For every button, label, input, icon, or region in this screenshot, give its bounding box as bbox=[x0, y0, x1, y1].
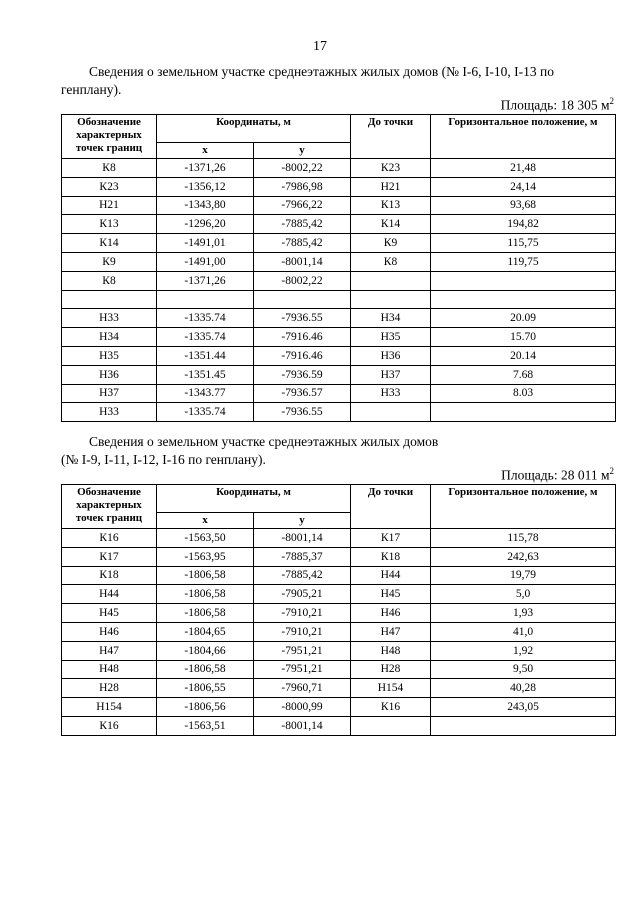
header-coords: Координаты, м bbox=[157, 485, 351, 513]
cell-x: -1804,66 bbox=[157, 641, 254, 660]
cell-to-point: К16 bbox=[351, 698, 431, 717]
cell-y: -8000,99 bbox=[254, 698, 351, 717]
cell-point: Н48 bbox=[62, 660, 157, 679]
cell-distance: 115,78 bbox=[431, 529, 616, 548]
cell-y: -8001,14 bbox=[254, 716, 351, 735]
cell-x: -1804,65 bbox=[157, 622, 254, 641]
cell-point: Н36 bbox=[62, 365, 157, 384]
cell-point bbox=[62, 290, 157, 309]
cell-point: Н154 bbox=[62, 698, 157, 717]
cell-y: -8002,22 bbox=[254, 271, 351, 290]
cell-x: -1806,56 bbox=[157, 698, 254, 717]
cell-y: -7885,42 bbox=[254, 566, 351, 585]
header-to-point: До точки bbox=[351, 115, 431, 159]
header-point: Обозначение характерных точек границ bbox=[62, 485, 157, 529]
table-row bbox=[62, 698, 616, 717]
cell-point: Н33 bbox=[62, 403, 157, 422]
cell-y: -8001,14 bbox=[254, 529, 351, 548]
cell-x: -1371,26 bbox=[157, 271, 254, 290]
cell-x bbox=[157, 290, 254, 309]
table-row bbox=[62, 641, 616, 660]
cell-point: К16 bbox=[62, 716, 157, 735]
cell-to-point: К18 bbox=[351, 547, 431, 566]
cell-x: -1806,55 bbox=[157, 679, 254, 698]
table-row bbox=[62, 234, 616, 253]
cell-to-point: К9 bbox=[351, 234, 431, 253]
cell-distance: 115,75 bbox=[431, 234, 616, 253]
cell-to-point: К14 bbox=[351, 215, 431, 234]
table-row bbox=[62, 159, 616, 178]
cell-to-point: Н33 bbox=[351, 384, 431, 403]
table-row bbox=[62, 585, 616, 604]
cell-y: -7936.55 bbox=[254, 403, 351, 422]
cell-distance: 5,0 bbox=[431, 585, 616, 604]
cell-y: -7936.59 bbox=[254, 365, 351, 384]
cell-distance: 7.68 bbox=[431, 365, 616, 384]
table-row bbox=[62, 271, 616, 290]
section-2-area-text: Площадь: 28 011 м bbox=[501, 467, 610, 483]
cell-distance: 24,14 bbox=[431, 177, 616, 196]
cell-point: Н46 bbox=[62, 622, 157, 641]
cell-y: -7885,42 bbox=[254, 215, 351, 234]
cell-y: -7916.46 bbox=[254, 346, 351, 365]
cell-x: -1296,20 bbox=[157, 215, 254, 234]
cell-x: -1491,00 bbox=[157, 252, 254, 271]
cell-point: Н33 bbox=[62, 309, 157, 328]
table-row bbox=[62, 215, 616, 234]
cell-distance bbox=[431, 271, 616, 290]
cell-to-point: Н21 bbox=[351, 177, 431, 196]
cell-x: -1371,26 bbox=[157, 159, 254, 178]
cell-to-point bbox=[351, 271, 431, 290]
cell-distance: 21,48 bbox=[431, 159, 616, 178]
cell-x: -1563,95 bbox=[157, 547, 254, 566]
cell-to-point: К23 bbox=[351, 159, 431, 178]
cell-to-point: К13 bbox=[351, 196, 431, 215]
cell-point: К18 bbox=[62, 566, 157, 585]
cell-point: Н47 bbox=[62, 641, 157, 660]
section-2-area-sup: 2 bbox=[609, 466, 614, 476]
cell-distance: 243,05 bbox=[431, 698, 616, 717]
cell-x: -1806,58 bbox=[157, 585, 254, 604]
cell-y: -7951,21 bbox=[254, 660, 351, 679]
cell-point: К23 bbox=[62, 177, 157, 196]
cell-distance: 9,50 bbox=[431, 660, 616, 679]
cell-to-point: Н36 bbox=[351, 346, 431, 365]
cell-point: К17 bbox=[62, 547, 157, 566]
cell-y bbox=[254, 290, 351, 309]
cell-point: Н28 bbox=[62, 679, 157, 698]
table-row bbox=[62, 328, 616, 347]
cell-to-point: Н47 bbox=[351, 622, 431, 641]
cell-y: -7885,42 bbox=[254, 234, 351, 253]
cell-distance: 242,63 bbox=[431, 547, 616, 566]
table-row bbox=[62, 365, 616, 384]
cell-to-point: Н154 bbox=[351, 679, 431, 698]
section-1-table bbox=[61, 114, 616, 422]
cell-point: Н37 bbox=[62, 384, 157, 403]
cell-x: -1343,80 bbox=[157, 196, 254, 215]
header-x: x bbox=[157, 513, 254, 529]
cell-y: -7885,37 bbox=[254, 547, 351, 566]
table-row bbox=[62, 679, 616, 698]
cell-to-point: Н37 bbox=[351, 365, 431, 384]
table-row bbox=[62, 660, 616, 679]
cell-x: -1335.74 bbox=[157, 403, 254, 422]
table-row bbox=[62, 716, 616, 735]
table-row bbox=[62, 566, 616, 585]
cell-point: Н35 bbox=[62, 346, 157, 365]
header-distance: Горизонтальное положение, м bbox=[431, 115, 616, 159]
section-1-heading-line1: Сведения о земельном участке среднеэтажных жилых домов (№ I-6, I-10, I-13 по bbox=[89, 64, 554, 79]
section-2-heading-line1: Сведения о земельном участке среднеэтажных жилых домов bbox=[89, 434, 439, 449]
cell-to-point: Н35 bbox=[351, 328, 431, 347]
cell-distance: 1,93 bbox=[431, 604, 616, 623]
cell-y: -8001,14 bbox=[254, 252, 351, 271]
cell-point: К8 bbox=[62, 159, 157, 178]
cell-to-point bbox=[351, 403, 431, 422]
cell-to-point bbox=[351, 716, 431, 735]
header-x: x bbox=[157, 143, 254, 159]
cell-x: -1491,01 bbox=[157, 234, 254, 253]
cell-to-point bbox=[351, 290, 431, 309]
table-row bbox=[62, 290, 616, 309]
cell-x: -1335.74 bbox=[157, 309, 254, 328]
section-1-heading-line2: генплану). bbox=[61, 82, 122, 97]
cell-x: -1563,51 bbox=[157, 716, 254, 735]
cell-y: -8002,22 bbox=[254, 159, 351, 178]
cell-x: -1356,12 bbox=[157, 177, 254, 196]
cell-x: -1806,58 bbox=[157, 566, 254, 585]
cell-distance bbox=[431, 403, 616, 422]
section-2-table-body bbox=[62, 529, 616, 736]
table-row bbox=[62, 403, 616, 422]
cell-y: -7910,21 bbox=[254, 622, 351, 641]
cell-to-point: Н45 bbox=[351, 585, 431, 604]
cell-point: К8 bbox=[62, 271, 157, 290]
table-row bbox=[62, 622, 616, 641]
cell-x: -1351.44 bbox=[157, 346, 254, 365]
section-1-table-body bbox=[62, 159, 616, 422]
cell-distance: 19,79 bbox=[431, 566, 616, 585]
header-to-point: До точки bbox=[351, 485, 431, 529]
section-2-area bbox=[501, 466, 614, 484]
cell-to-point: К8 bbox=[351, 252, 431, 271]
cell-point: К14 bbox=[62, 234, 157, 253]
cell-y: -7986,98 bbox=[254, 177, 351, 196]
section-2-table bbox=[61, 484, 616, 736]
cell-to-point: Н44 bbox=[351, 566, 431, 585]
cell-y: -7905,21 bbox=[254, 585, 351, 604]
section-1-area-sup: 2 bbox=[609, 96, 614, 106]
cell-x: -1351.45 bbox=[157, 365, 254, 384]
cell-distance: 15.70 bbox=[431, 328, 616, 347]
cell-distance bbox=[431, 716, 616, 735]
cell-distance: 119,75 bbox=[431, 252, 616, 271]
cell-to-point: Н46 bbox=[351, 604, 431, 623]
cell-distance: 93,68 bbox=[431, 196, 616, 215]
cell-y: -7916.46 bbox=[254, 328, 351, 347]
header-distance: Горизонтальное положение, м bbox=[431, 485, 616, 529]
cell-distance: 20.09 bbox=[431, 309, 616, 328]
cell-point: К9 bbox=[62, 252, 157, 271]
cell-x: -1335.74 bbox=[157, 328, 254, 347]
cell-x: -1563,50 bbox=[157, 529, 254, 548]
table-row bbox=[62, 529, 616, 548]
header-y: y bbox=[254, 513, 351, 529]
section-1-area bbox=[501, 96, 614, 114]
cell-to-point: Н28 bbox=[351, 660, 431, 679]
table-row bbox=[62, 252, 616, 271]
cell-x: -1806,58 bbox=[157, 660, 254, 679]
cell-point: К16 bbox=[62, 529, 157, 548]
cell-y: -7936.57 bbox=[254, 384, 351, 403]
cell-point: Н45 bbox=[62, 604, 157, 623]
header-point: Обозначение характерных точек границ bbox=[62, 115, 157, 159]
cell-distance: 194,82 bbox=[431, 215, 616, 234]
table-row bbox=[62, 309, 616, 328]
table-row bbox=[62, 604, 616, 623]
cell-distance: 41,0 bbox=[431, 622, 616, 641]
cell-x: -1806,58 bbox=[157, 604, 254, 623]
cell-y: -7951,21 bbox=[254, 641, 351, 660]
section-1-area-text: Площадь: 18 305 м bbox=[500, 97, 610, 113]
table-row bbox=[62, 346, 616, 365]
cell-distance: 1,92 bbox=[431, 641, 616, 660]
cell-y: -7960,71 bbox=[254, 679, 351, 698]
cell-point: Н34 bbox=[62, 328, 157, 347]
table-row bbox=[62, 547, 616, 566]
table-row bbox=[62, 177, 616, 196]
cell-point: К13 bbox=[62, 215, 157, 234]
header-y: y bbox=[254, 143, 351, 159]
cell-y: -7966,22 bbox=[254, 196, 351, 215]
section-2-heading-line2: (№ I-9, I-11, I-12, I-16 по генплану). bbox=[61, 452, 266, 467]
cell-y: -7910,21 bbox=[254, 604, 351, 623]
page-number: 17 bbox=[313, 39, 327, 54]
section-1-heading bbox=[61, 63, 611, 99]
table-row bbox=[62, 384, 616, 403]
cell-to-point: Н34 bbox=[351, 309, 431, 328]
header-coords: Координаты, м bbox=[157, 115, 351, 143]
cell-distance: 8.03 bbox=[431, 384, 616, 403]
cell-to-point: Н48 bbox=[351, 641, 431, 660]
cell-distance: 40,28 bbox=[431, 679, 616, 698]
cell-distance: 20.14 bbox=[431, 346, 616, 365]
cell-x: -1343.77 bbox=[157, 384, 254, 403]
cell-distance bbox=[431, 290, 616, 309]
table-row bbox=[62, 196, 616, 215]
cell-point: Н21 bbox=[62, 196, 157, 215]
section-2-heading bbox=[61, 433, 611, 469]
cell-point: Н44 bbox=[62, 585, 157, 604]
cell-to-point: К17 bbox=[351, 529, 431, 548]
cell-y: -7936.55 bbox=[254, 309, 351, 328]
